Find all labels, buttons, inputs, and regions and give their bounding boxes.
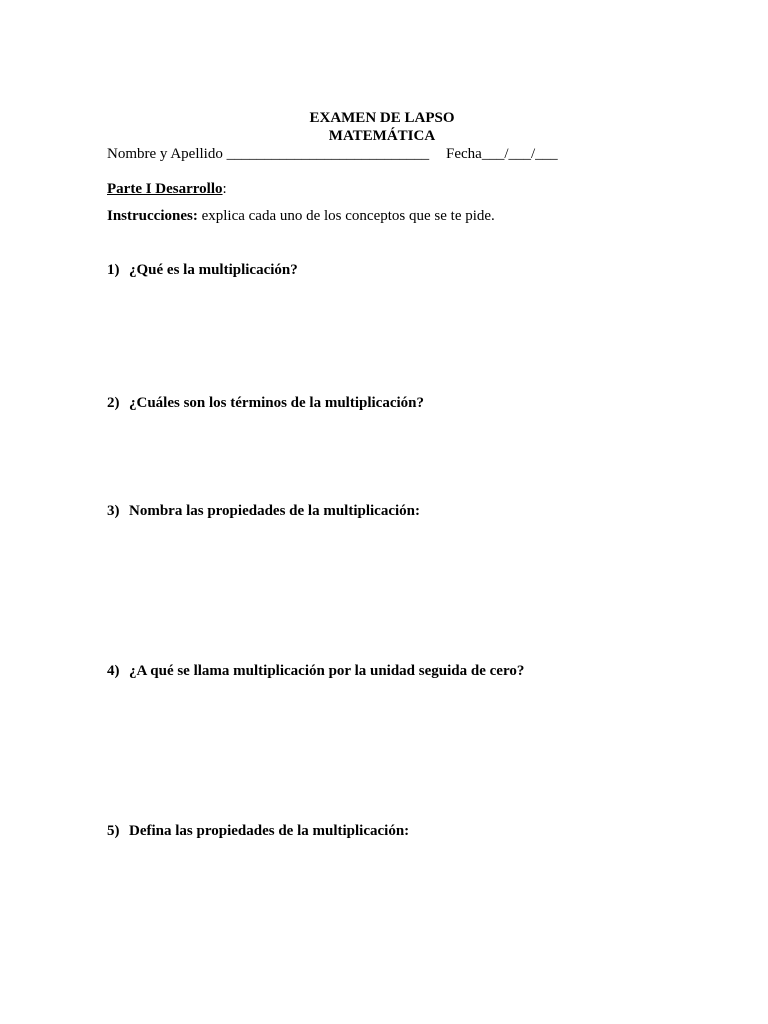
section-heading-colon: : bbox=[222, 181, 227, 197]
question-text: Nombra las propiedades de la multiplicación: bbox=[129, 503, 420, 519]
section-heading-text: Parte I Desarrollo bbox=[107, 181, 223, 197]
question-number: 1) bbox=[107, 262, 120, 278]
section-heading bbox=[107, 180, 227, 198]
question-text: ¿Qué es la multiplicación? bbox=[129, 262, 298, 278]
question-text: ¿A qué se llama multiplicación por la unidad seguida de cero? bbox=[129, 663, 525, 679]
question-number: 4) bbox=[107, 663, 120, 679]
instructions-text: explica cada uno de los conceptos que se te pide. bbox=[197, 208, 495, 224]
question-number: 3) bbox=[107, 503, 120, 519]
question-5 bbox=[107, 822, 409, 840]
question-number: 5) bbox=[107, 823, 120, 839]
question-2 bbox=[107, 394, 424, 412]
exam-title: EXAMEN DE LAPSO bbox=[309, 110, 455, 126]
question-4 bbox=[107, 662, 524, 680]
instructions-label: Instrucciones: bbox=[107, 208, 198, 224]
question-text: ¿Cuáles son los términos de la multiplicación? bbox=[129, 395, 425, 411]
exam-subject: MATEMÁTICA bbox=[328, 128, 436, 144]
question-text: Defina las propiedades de la multiplicación: bbox=[129, 823, 410, 839]
question-number: 2) bbox=[107, 395, 120, 411]
question-3 bbox=[107, 502, 420, 520]
name-field: Nombre y Apellido ___________________________ bbox=[107, 146, 430, 162]
question-1 bbox=[107, 261, 298, 279]
instructions bbox=[107, 207, 495, 225]
date-field: Fecha___/___/___ bbox=[446, 146, 558, 162]
